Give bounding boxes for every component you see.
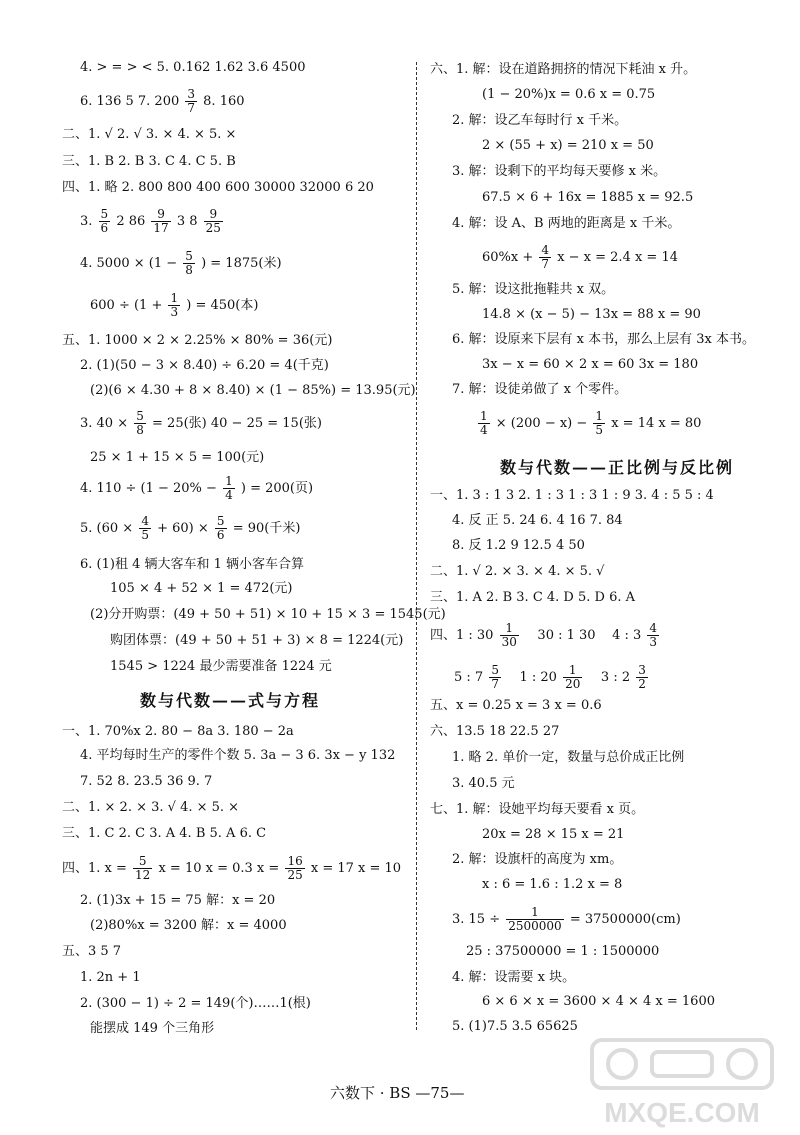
fraction: $\frac{3}{2}$ bbox=[638, 663, 646, 691]
answer-line: 三、1. B 2. B 3. C 4. C 5. B bbox=[62, 154, 236, 169]
fraction: $\frac{1}{4}$ bbox=[480, 409, 488, 437]
answer-line: 3. 40 × $\frac{5}{8}$ = 25(张) 40 − 25 = 15(张) bbox=[80, 409, 322, 437]
answer-line: 三、1. C 2. C 3. A 4. B 5. A 6. C bbox=[62, 826, 267, 841]
answer-line: $\frac{1}{4}$ × (200 − x) − $\frac{1}{5}$ x = 14 x = 80 bbox=[480, 409, 702, 437]
fraction: $\frac{1}{4}$ bbox=[225, 474, 233, 502]
answer-line: (2)分开购票：(49 + 50 + 51) × 10 + 15 × 3 = 1545(元) bbox=[90, 607, 446, 622]
answer-line: (2)80%x = 3200 解：x = 4000 bbox=[90, 918, 287, 933]
answer-line: 五、x = 0.25 x = 3 x = 0.6 bbox=[430, 698, 602, 713]
answer-line: 一、1. 70%x 2. 80 − 8a 3. 180 − 2a bbox=[62, 724, 294, 739]
watermark-logo bbox=[582, 1036, 782, 1131]
answer-line: 三、1. A 2. B 3. C 4. D 5. D 6. A bbox=[430, 590, 635, 605]
answer-line: 4. 110 ÷ (1 − 20% − $\frac{1}{4}$ ) = 200(页) bbox=[80, 474, 314, 502]
answer-line: 4. 反 正 5. 24 6. 4 16 7. 84 bbox=[452, 513, 623, 528]
answer-line: 六、1. 解：设在道路拥挤的情况下耗油 x 升。 bbox=[430, 62, 697, 77]
watermark-graphic bbox=[582, 1036, 782, 1131]
answer-line: 4. 5000 × (1 − $\frac{5}{8}$ ) = 1875(米) bbox=[80, 249, 282, 277]
answer-line: 一、1. 3 : 1 3 2. 1 : 3 1 : 3 1 : 9 3. 4 : 5 5 : 4 bbox=[430, 488, 714, 503]
column-divider bbox=[416, 62, 417, 1030]
fraction: $\frac{5}{6}$ bbox=[216, 514, 225, 542]
answer-line: 六、13.5 18 22.5 27 bbox=[430, 724, 560, 739]
fraction: $\frac{1}{3}$ bbox=[170, 291, 179, 319]
answer-line: 7. 52 8. 23.5 36 9. 7 bbox=[80, 774, 213, 789]
answer-line: 6 × 6 × x = 3600 × 4 × 4 x = 1600 bbox=[482, 994, 715, 1009]
answer-line: 五、1. 1000 × 2 × 2.25% × 80% = 36(元) bbox=[62, 333, 333, 348]
answer-line: 25 × 1 + 15 × 5 = 100(元) bbox=[90, 450, 265, 465]
answer-line: 2 × (55 + x) = 210 x = 50 bbox=[482, 138, 654, 153]
answer-line: 3. 40.5 元 bbox=[452, 776, 515, 791]
section-heading: 数与代数——正比例与反比例 bbox=[500, 458, 735, 477]
answer-line: x : 6 = 1.6 : 1.2 x = 8 bbox=[482, 877, 623, 892]
answer-line: 25 : 37500000 = 1 : 1500000 bbox=[466, 944, 660, 959]
fraction: $\frac{4}{5}$ bbox=[141, 514, 149, 542]
answer-line: 4. 解：设 A、B 两地的距离是 x 千米。 bbox=[452, 216, 681, 231]
fraction: $\frac{9}{25}$ bbox=[205, 207, 221, 235]
fraction: $\frac{3}{7}$ bbox=[187, 87, 196, 115]
answer-line: 5 : 7 $\frac{5}{7}$ 1 : 20 $\frac{1}{20}$ 3 : 2 $\frac{3}{2}$ bbox=[454, 663, 646, 691]
fraction: $\frac{5}{6}$ bbox=[100, 207, 109, 235]
answer-line: 2. (300 − 1) ÷ 2 = 149(个)……1(根) bbox=[80, 996, 311, 1011]
page-footer: 六数下 · BS —75— bbox=[330, 1084, 465, 1102]
answer-line: 1. 略 2. 单价一定，数量与总价成正比例 bbox=[452, 750, 685, 765]
answer-line: 二、1. √ 2. × 3. × 4. × 5. √ bbox=[430, 564, 605, 579]
answer-line: 1. 2n + 1 bbox=[80, 970, 141, 985]
answer-line: 6. (1)租 4 辆大客车和 1 辆小客车合算 bbox=[80, 557, 305, 572]
answer-line: 四、1. x = $\frac{5}{12}$ x = 10 x = 0.3 x = $\frac{16}{25}$ x = 17 x = 10 bbox=[62, 854, 402, 882]
fraction: $\frac{1}{5}$ bbox=[595, 409, 604, 437]
answer-line: 购团体票：(49 + 50 + 51 + 3) × 8 = 1224(元) bbox=[110, 633, 404, 648]
fraction: $\frac{4}{7}$ bbox=[541, 243, 550, 271]
answer-line: 1545 > 1224 最少需要准备 1224 元 bbox=[110, 659, 332, 674]
answer-line: 5. (60 × $\frac{4}{5}$ + 60) × $\frac{5}{6}$ = 90(千米) bbox=[80, 514, 301, 542]
answer-line: (1 − 20%)x = 0.6 x = 0.75 bbox=[482, 87, 656, 102]
answer-line: 3. 解：设剩下的平均每天要修 x 米。 bbox=[452, 164, 667, 179]
fraction: $\frac{4}{3}$ bbox=[649, 621, 658, 649]
answer-line: 3. 15 ÷ $\frac{1}{2500000}$ = 37500000(cm) bbox=[452, 905, 681, 933]
answer-line: 5. (1)7.5 3.5 65625 bbox=[452, 1019, 578, 1034]
answer-line: 3x − x = 60 × 2 x = 60 3x = 180 bbox=[482, 357, 699, 372]
answer-line: 67.5 × 6 + 16x = 1885 x = 92.5 bbox=[482, 190, 694, 205]
answer-line: 105 × 4 + 52 × 1 = 472(元) bbox=[110, 581, 293, 596]
answer-line: 14.8 × (x − 5) − 13x = 88 x = 90 bbox=[482, 307, 701, 322]
answer-line: 5. 解：设这批拖鞋共 x 双。 bbox=[452, 282, 615, 297]
fraction: $\frac{5}{12}$ bbox=[135, 854, 151, 882]
answer-line: 五、3 5 7 bbox=[62, 944, 122, 959]
fraction: $\frac{16}{25}$ bbox=[287, 854, 303, 882]
answer-line: 二、1. × 2. × 3. √ 4. × 5. × bbox=[62, 800, 240, 815]
watermark-text: MXQE.COM bbox=[604, 1097, 760, 1128]
answer-line: 2. 解：设旗杆的高度为 xm。 bbox=[452, 852, 623, 867]
section-heading: 数与代数——式与方程 bbox=[140, 691, 321, 710]
answer-line: 4. > = > < 5. 0.162 1.62 3.6 4500 bbox=[80, 60, 306, 75]
answer-line: 600 ÷ (1 + $\frac{1}{3}$ ) = 450(本) bbox=[90, 291, 259, 319]
answer-line: 60%x + $\frac{4}{7}$ x − x = 2.4 x = 14 bbox=[482, 243, 679, 271]
fraction: $\frac{5}{8}$ bbox=[136, 409, 144, 437]
answer-line: 4. 解：设需要 x 块。 bbox=[452, 970, 576, 985]
answer-line: 四、1. 略 2. 800 800 400 600 30000 32000 6 20 bbox=[62, 180, 374, 195]
answer-line: 6. 136 5 7. 200 $\frac{3}{7}$ 8. 160 bbox=[80, 87, 245, 115]
answer-line: 七、1. 解：设她平均每天要看 x 页。 bbox=[430, 802, 645, 817]
fraction: $\frac{5}{7}$ bbox=[491, 663, 499, 691]
answer-line: 四、1 : 30 $\frac{1}{30}$ 30 : 1 30 4 : 3 $\frac{4}{3}$ bbox=[430, 621, 658, 649]
answer-line: 2. 解：设乙车每时行 x 千米。 bbox=[452, 113, 628, 128]
answer-line: 二、1. √ 2. √ 3. × 4. × 5. × bbox=[62, 127, 237, 142]
answer-line: 6. 解：设原来下层有 x 本书，那么上层有 3x 本书。 bbox=[452, 332, 755, 347]
answer-line: 7. 解：设徒弟做了 x 个零件。 bbox=[452, 382, 628, 397]
answer-line: 2. (1)(50 − 3 × 8.40) ÷ 6.20 = 4(千克) bbox=[80, 358, 329, 373]
answer-line: 能摆成 149 个三角形 bbox=[90, 1021, 215, 1036]
fraction: $\frac{9}{17}$ bbox=[153, 207, 169, 235]
fraction: $\frac{1}{2500000}$ bbox=[508, 905, 562, 933]
answer-line: 4. 平均每时生产的零件个数 5. 3a − 3 6. 3x − y 132 bbox=[80, 748, 396, 763]
answer-line: 20x = 28 × 15 x = 21 bbox=[482, 827, 625, 842]
answer-line: 2. (1)3x + 15 = 75 解：x = 20 bbox=[80, 893, 276, 908]
answer-line: 8. 反 1.2 9 12.5 4 50 bbox=[452, 538, 585, 553]
fraction: $\frac{5}{8}$ bbox=[185, 249, 193, 277]
answer-line: (2)(6 × 4.30 + 8 × 8.40) × (1 − 85%) = 13.95(元) bbox=[90, 383, 416, 398]
answer-line: 3. $\frac{5}{6}$ 2 86 $\frac{9}{17}$ 3 8 $\frac{9}{25}$ bbox=[80, 207, 221, 235]
fraction: $\frac{1}{30}$ bbox=[501, 621, 517, 649]
fraction: $\frac{1}{20}$ bbox=[565, 663, 581, 691]
